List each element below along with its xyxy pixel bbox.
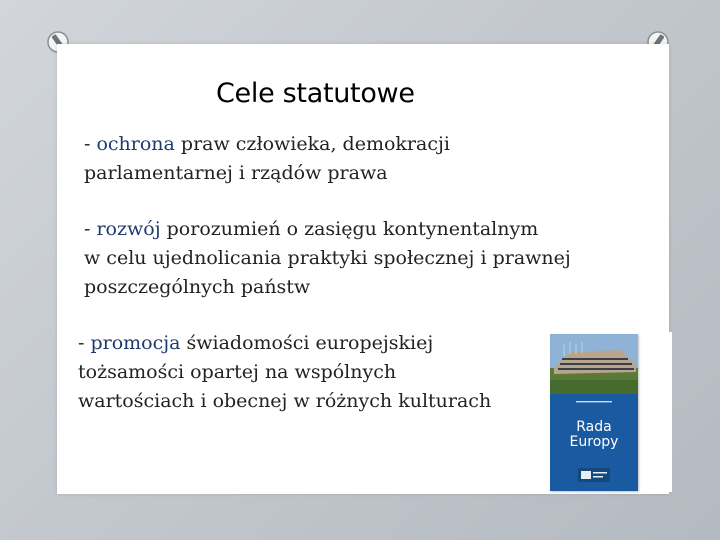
keyword-rozwoj: rozwój [96,218,161,240]
building-photo [550,334,638,394]
bullet: - [78,332,91,354]
bullet: - [84,218,97,240]
slide-title: Cele statutowe [216,78,415,109]
point-text: praw człowieka, demokracji [174,133,450,155]
point-promocja [78,329,528,416]
bullet: - [84,133,97,155]
book-authors-text [558,400,630,410]
point-text: świadomości europejskiej [180,332,434,354]
point-text: tożsamości opartej na wspólnych [78,361,397,383]
book-title [550,420,638,450]
point-text: w celu ujednolicania praktyki społecznej i prawnej [84,247,571,269]
point-text: parlamentarnej i rządów prawa [84,162,388,184]
publisher-logo-icon [578,468,610,482]
book-cover-image [550,334,638,491]
point-text: wartościach i obecnej w różnych kulturach [78,390,492,412]
point-text: poszczególnych państw [84,276,311,298]
keyword-ochrona: ochrona [96,133,175,155]
point-text: porozumień o zasięgu kontynentalnym [160,218,539,240]
book-title-line: Rada [576,419,612,435]
book-title-line: Europy [569,434,619,450]
keyword-promocja: promocja [90,332,181,354]
point-rozwoj [84,215,571,302]
point-ochrona [84,130,450,188]
